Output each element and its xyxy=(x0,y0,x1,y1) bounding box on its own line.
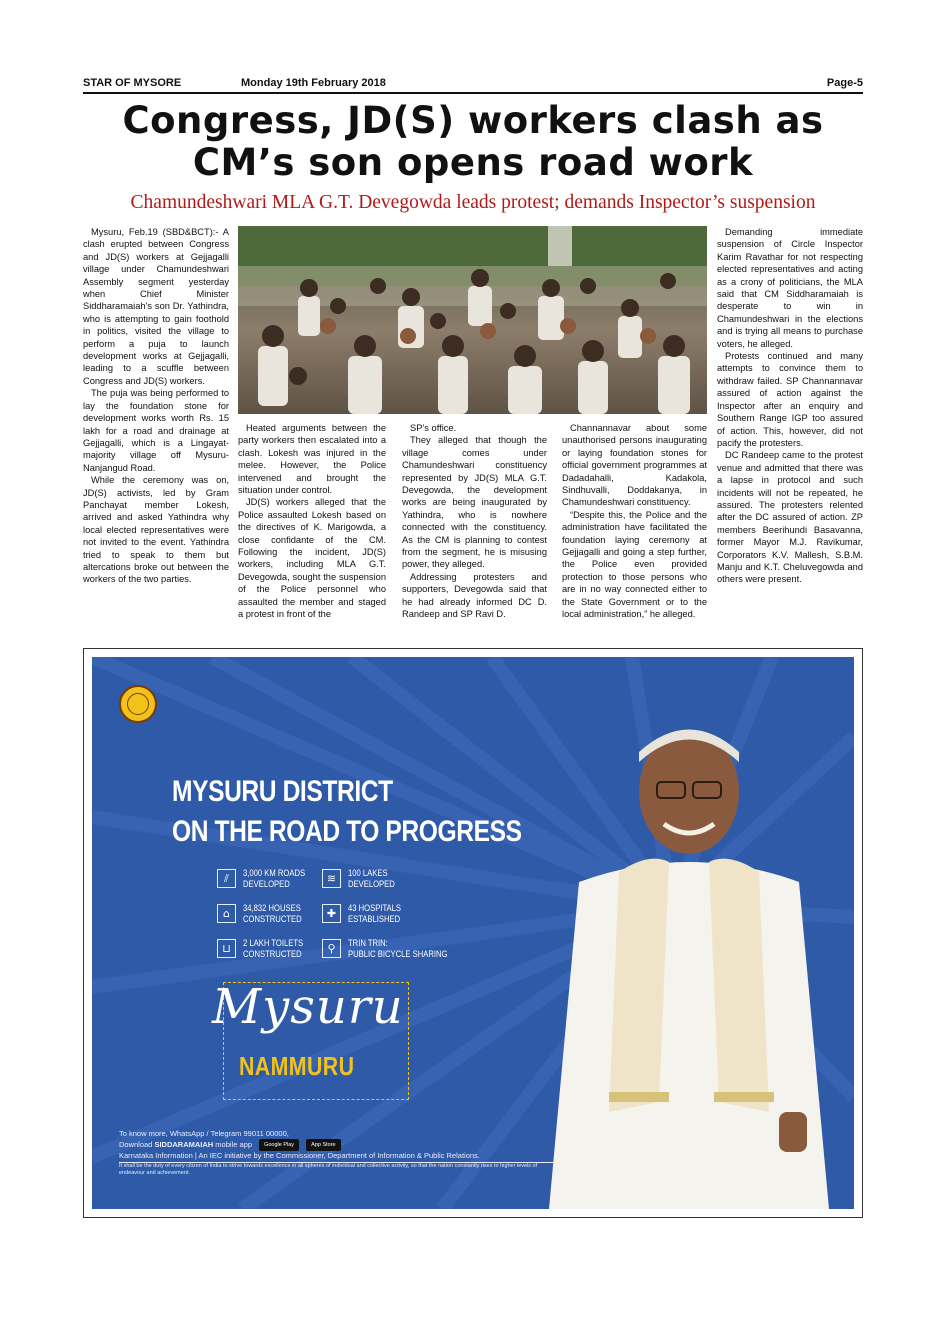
brand-script: Mysuru xyxy=(212,979,404,1035)
advert-title xyxy=(172,772,522,852)
brand-tag: NAMMURU xyxy=(239,1051,355,1081)
chief-minister-portrait xyxy=(539,712,839,1209)
masthead xyxy=(83,76,863,94)
protest-photo xyxy=(238,226,707,414)
credit-line: Karnataka Information | An IEC initiative by the Commissioner, Department of Information & Public Relations. xyxy=(119,1151,559,1163)
stat-value: 43 HOSPITALS xyxy=(348,903,402,913)
paragraph: DC Randeep came to the protest venue and admitted that there was a lapse in protocol and such incidents will not be repeated, he assured. The protesters relented after the DC assured of action. ZP members Beerihundi Basavanna, former Mayor M.J. Ravikumar, Corporators K.V. Mallesh, S.B.M. Manju and K.T. Cheluvegowda and others were present. xyxy=(717,450,863,585)
duty-quote: It shall be the duty of every citizen of India to strive towards excellence in all spheres of individual and collective activity, so that the nation constantly rises to higher levels of endeavour and achievement. xyxy=(119,1163,538,1176)
toilet-icon: ⊔ xyxy=(217,939,236,958)
protest-crowd-illustration xyxy=(238,226,707,414)
app-store-badge[interactable]: App Store xyxy=(306,1139,340,1151)
article-column-1 xyxy=(83,226,229,586)
paragraph: “Despite this, the Police and the administration have facilitated the foundation laying ceremony at Gejjagalli and going a step further, the Police even provided protection to those persons who are in no way connected either to the State Government or to the local administration,” he alleged. xyxy=(562,509,707,620)
paragraph: The puja was being performed to lay the foundation stone for development works worth Rs. 15 lakh for a road and drainage at Gejjagalli, which is a Lingayat-majority village off Mysuru-Nanjangud Road. xyxy=(83,388,229,473)
article-column-5 xyxy=(717,226,863,586)
headline xyxy=(83,100,863,184)
download-suffix: mobile app xyxy=(215,1139,252,1149)
stat-label: CONSTRUCTED xyxy=(243,949,302,959)
advert-title-line-2: ON THE ROAD TO PROGRESS xyxy=(172,815,522,848)
stat-bicycle xyxy=(322,937,492,963)
government-seal-icon xyxy=(119,685,157,723)
paragraph: While the ceremony was on, JD(S) activists, led by Gram Panchayat member Lokesh, arrived and asked Yathindra why local elected representatives were not invited to the event. Yathindra tried to speak to them but altercations broke out between the workers of the two parties. xyxy=(83,475,229,585)
stat-label: CONSTRUCTED xyxy=(243,914,302,924)
stat-label: ESTABLISHED xyxy=(348,914,401,924)
paragraph: JD(S) workers alleged that the Police assaulted Lokesh based on the directives of K. Marigowda, a close confidante of the CM. Following the incident, JD(S) workers, including MLA G.T. Devegowda, sought the suspension of the Police personnel who assaulted the member and staged a protest in front of the xyxy=(238,497,386,620)
lake-icon: ≋ xyxy=(322,869,341,888)
stat-value: 34,832 HOUSES xyxy=(243,903,301,913)
app-download-line xyxy=(119,1139,559,1151)
google-play-badge[interactable]: Google Play xyxy=(259,1139,299,1151)
paragraph: Demanding immediate suspension of Circle Inspector Karim Ravathar for not respecting elected representatives and acting as a crony of politicians, the MLA said that CM Siddharamaiah is desperate to win in Chamundeshwari in the elections and is trying all means to purchase voters, he alleged. xyxy=(717,227,863,349)
paragraph: Protests continued and many attempts to convince them to withdraw failed. SP Channannavar assured of action against the Inspector after an enquiry and Southern Range IGP too assured of action. This, however, did not pacify the protesters. xyxy=(717,351,863,448)
stat-lakes xyxy=(322,867,462,893)
page-number: Page-5 xyxy=(826,77,863,89)
paragraph: They alleged that though the village comes under Chamundeshwari constituency represented by JD(S) MLA G.T. Devegowda, the development works are being inaugurated by Yathindra, who is nowhere connected with the constituency. As the CM is planning to contest from the segment, he is misusing power, they alleged. xyxy=(402,435,547,570)
hospital-icon: ✚ xyxy=(322,904,341,923)
stat-value: 2 LAKH TOILETS xyxy=(243,938,304,948)
advert-title-line-1: MYSURU DISTRICT xyxy=(172,775,393,808)
article-column-4 xyxy=(562,422,707,621)
article-body xyxy=(83,226,863,646)
paragraph: SP’s office. xyxy=(410,423,457,433)
issue-date: Monday 19th February 2018 xyxy=(241,77,386,89)
subheadline: Chamundeshwari MLA G.T. Devegowda leads protest; demands Inspector’s suspension xyxy=(130,192,816,213)
article-column-3 xyxy=(402,422,547,621)
stat-value: 3,000 KM ROADS xyxy=(243,868,306,878)
paragraph: Channannavar about some unauthorised persons inaugurating or laying foundation stones for official government programmes at Dadadahalli, Kadakola, Sindhuvalli, Doddakanya, in Chamundeshwari constituency. xyxy=(562,423,707,508)
headline-line-1: Congress, JD(S) workers clash as xyxy=(122,99,824,142)
paragraph: Heated arguments between the party workers then escalated into a clash. Lokesh was injured in the melee. However, the Police intervened and brought the situation under control. xyxy=(238,423,386,496)
app-name: SIDDARAMAIAH xyxy=(154,1139,214,1149)
paragraph: Mysuru, Feb.19 (SBD&BCT):- A clash erupted between Congress and JD(S) workers at Gejjagalli village under Chamundeshwari Assembly segment yesterday when Chief Minister Siddharamaiah’s son Dr. Yathindra, who is attempting to gain foothold in politics, visited the village to perform a puja to launch development works at Gejjagalli, leading to a scuffle between Congress and JD(S) workers. xyxy=(83,227,229,386)
government-advertisement xyxy=(83,648,863,1218)
house-icon: ⌂ xyxy=(217,904,236,923)
paragraph: Addressing protesters and supporters, Devegowda said that he had already informed DC D. Randeep and SP Ravi D. xyxy=(402,571,547,620)
paper-name: STAR OF MYSORE xyxy=(83,77,182,89)
stat-hospitals xyxy=(322,902,462,928)
stat-value: 100 LAKES xyxy=(348,868,388,878)
advert-panel xyxy=(92,657,854,1209)
stat-label: DEVELOPED xyxy=(348,879,395,889)
article-column-2 xyxy=(238,422,386,621)
contact-line: To know more, WhatsApp / Telegram 99011 00000, xyxy=(119,1129,289,1138)
stat-label: DEVELOPED xyxy=(243,879,290,889)
road-icon: ⫽ xyxy=(217,869,236,888)
advert-footer xyxy=(119,1129,559,1176)
stat-label: PUBLIC BICYCLE SHARING xyxy=(348,949,448,959)
headline-line-2: CM’s son opens road work xyxy=(192,141,754,184)
stat-value: TRIN TRIN: xyxy=(348,938,388,948)
bicycle-icon: ⚲ xyxy=(322,939,341,958)
download-prefix: Download xyxy=(119,1139,153,1149)
